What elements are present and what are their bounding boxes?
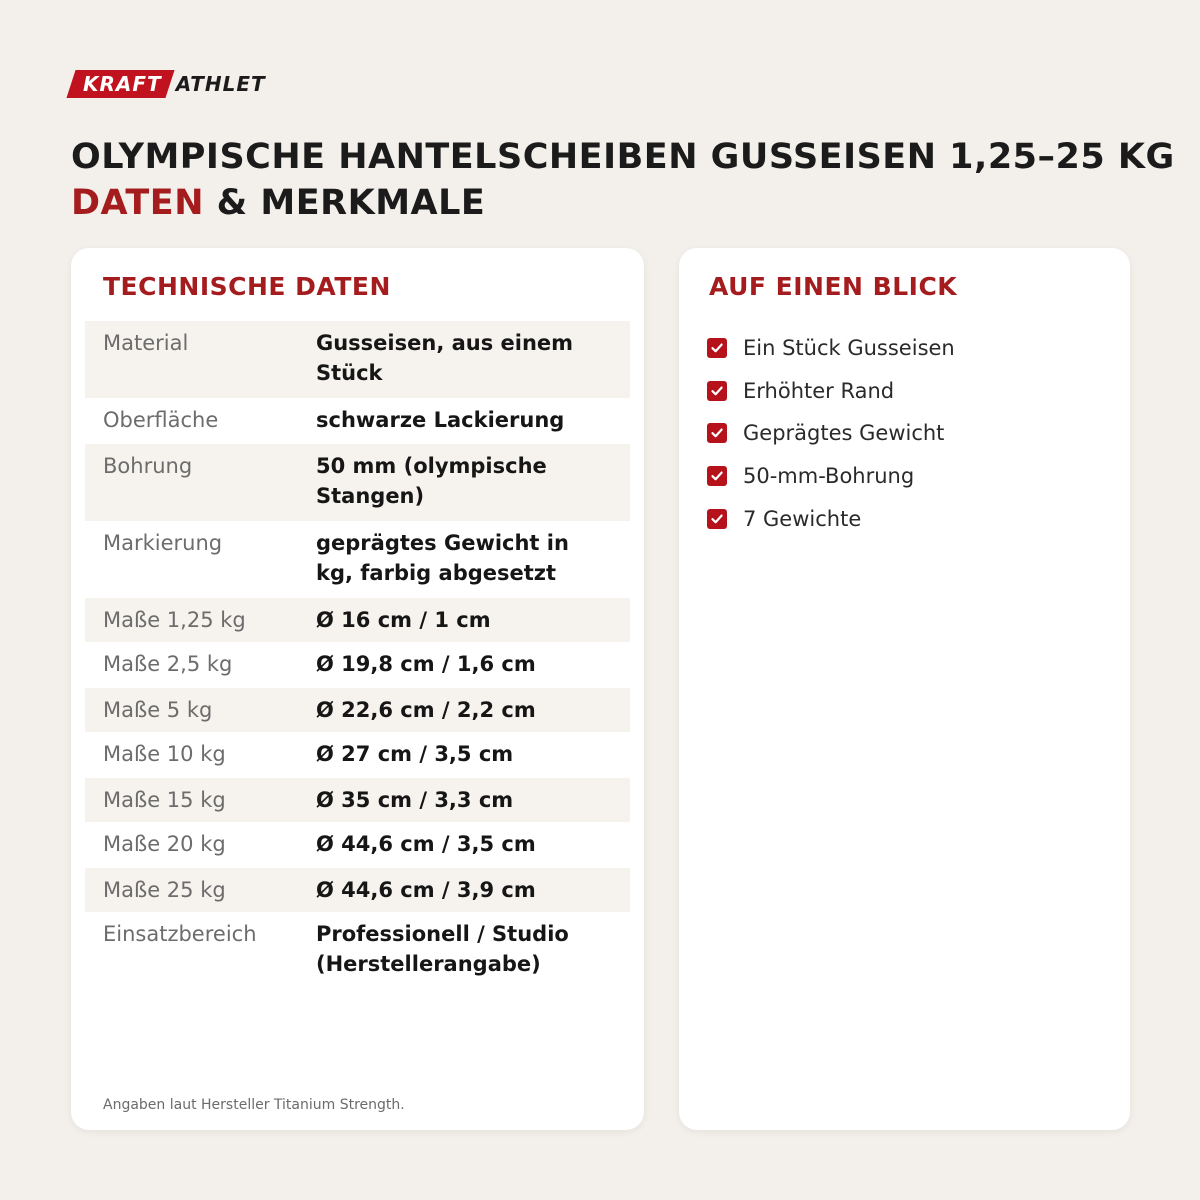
list-item-text: 7 Gewichte [743, 506, 862, 531]
spec-label: Maße 2,5 kg [103, 652, 233, 676]
specs-table [85, 321, 630, 989]
spec-label: Markierung [103, 531, 223, 555]
spec-label: Maße 15 kg [103, 788, 226, 812]
brand-logo [71, 70, 266, 98]
table-row [85, 688, 630, 732]
spec-label: Maße 25 kg [103, 878, 226, 902]
spec-value: Ø 35 cm / 3,3 cm [316, 788, 514, 812]
spec-value: Gusseisen, aus einem Stück [316, 331, 574, 385]
table-row [85, 444, 630, 521]
page-title [71, 134, 1175, 226]
specs-title: TECHNISCHE DATEN [103, 272, 391, 301]
checkbox-checked-icon [707, 381, 727, 401]
table-row [85, 732, 630, 778]
list-item [707, 505, 955, 533]
spec-value: Professionell / Studio (Herstellerangabe) [316, 922, 569, 976]
list-item-text: Geprägtes Gewicht [743, 421, 945, 446]
spec-label: Einsatzbereich [103, 922, 257, 946]
table-row [85, 598, 630, 642]
spec-label: Oberfläche [103, 408, 219, 432]
list-item-text: Erhöhter Rand [743, 378, 895, 403]
checkbox-checked-icon [707, 338, 727, 358]
specs-footnote: Angaben laut Hersteller Titanium Strength. [103, 1097, 405, 1113]
brand-logo-kraft-text: KRAFT [83, 72, 162, 96]
table-row [85, 822, 630, 868]
glance-title: AUF EINEN BLICK [709, 272, 958, 301]
page-title-line-2 [71, 180, 1151, 226]
table-row [85, 642, 630, 688]
spec-value: Ø 22,6 cm / 2,2 cm [316, 698, 536, 722]
spec-label: Maße 20 kg [103, 832, 226, 856]
list-item-text: Ein Stück Gusseisen [743, 336, 955, 360]
glance-list [707, 334, 955, 547]
page-title-line-1: OLYMPISCHE HANTELSCHEIBEN GUSSEISEN 1,25–25 KG [71, 137, 1175, 177]
table-row [85, 778, 630, 822]
spec-label: Maße 10 kg [103, 742, 226, 766]
checkbox-checked-icon [707, 466, 727, 486]
list-item [707, 377, 955, 405]
spec-value: Ø 44,6 cm / 3,9 cm [316, 878, 536, 902]
spec-label: Maße 1,25 kg [103, 608, 246, 632]
table-row [85, 321, 630, 398]
spec-label: Maße 5 kg [103, 698, 213, 722]
table-row [85, 521, 630, 598]
list-item-text: 50-mm-Bohrung [743, 464, 915, 489]
checkbox-checked-icon [707, 509, 727, 529]
list-item [707, 419, 955, 447]
spec-label: Bohrung [103, 454, 193, 478]
list-item [707, 462, 955, 490]
spec-value: Ø 27 cm / 3,5 cm [316, 742, 514, 766]
table-row [85, 868, 630, 912]
spec-value: Ø 19,8 cm / 1,6 cm [316, 652, 536, 676]
spec-value: geprägtes Gewicht in kg, farbig abgesetzt [316, 531, 569, 585]
spec-value: 50 mm (olympische Stangen) [316, 454, 547, 508]
spec-value: Ø 16 cm / 1 cm [316, 608, 491, 632]
table-row [85, 912, 630, 989]
list-item [707, 334, 955, 362]
checkbox-checked-icon [707, 423, 727, 443]
page-title-accent: DATEN [71, 183, 204, 223]
brand-logo-kraft [66, 70, 174, 98]
table-row [85, 398, 630, 444]
brand-logo-athlet: ATHLET [175, 72, 266, 96]
spec-value: Ø 44,6 cm / 3,5 cm [316, 832, 536, 856]
spec-label: Material [103, 331, 189, 355]
page-title-rest: & MERKMALE [204, 183, 486, 223]
spec-value: schwarze Lackierung [316, 408, 565, 432]
